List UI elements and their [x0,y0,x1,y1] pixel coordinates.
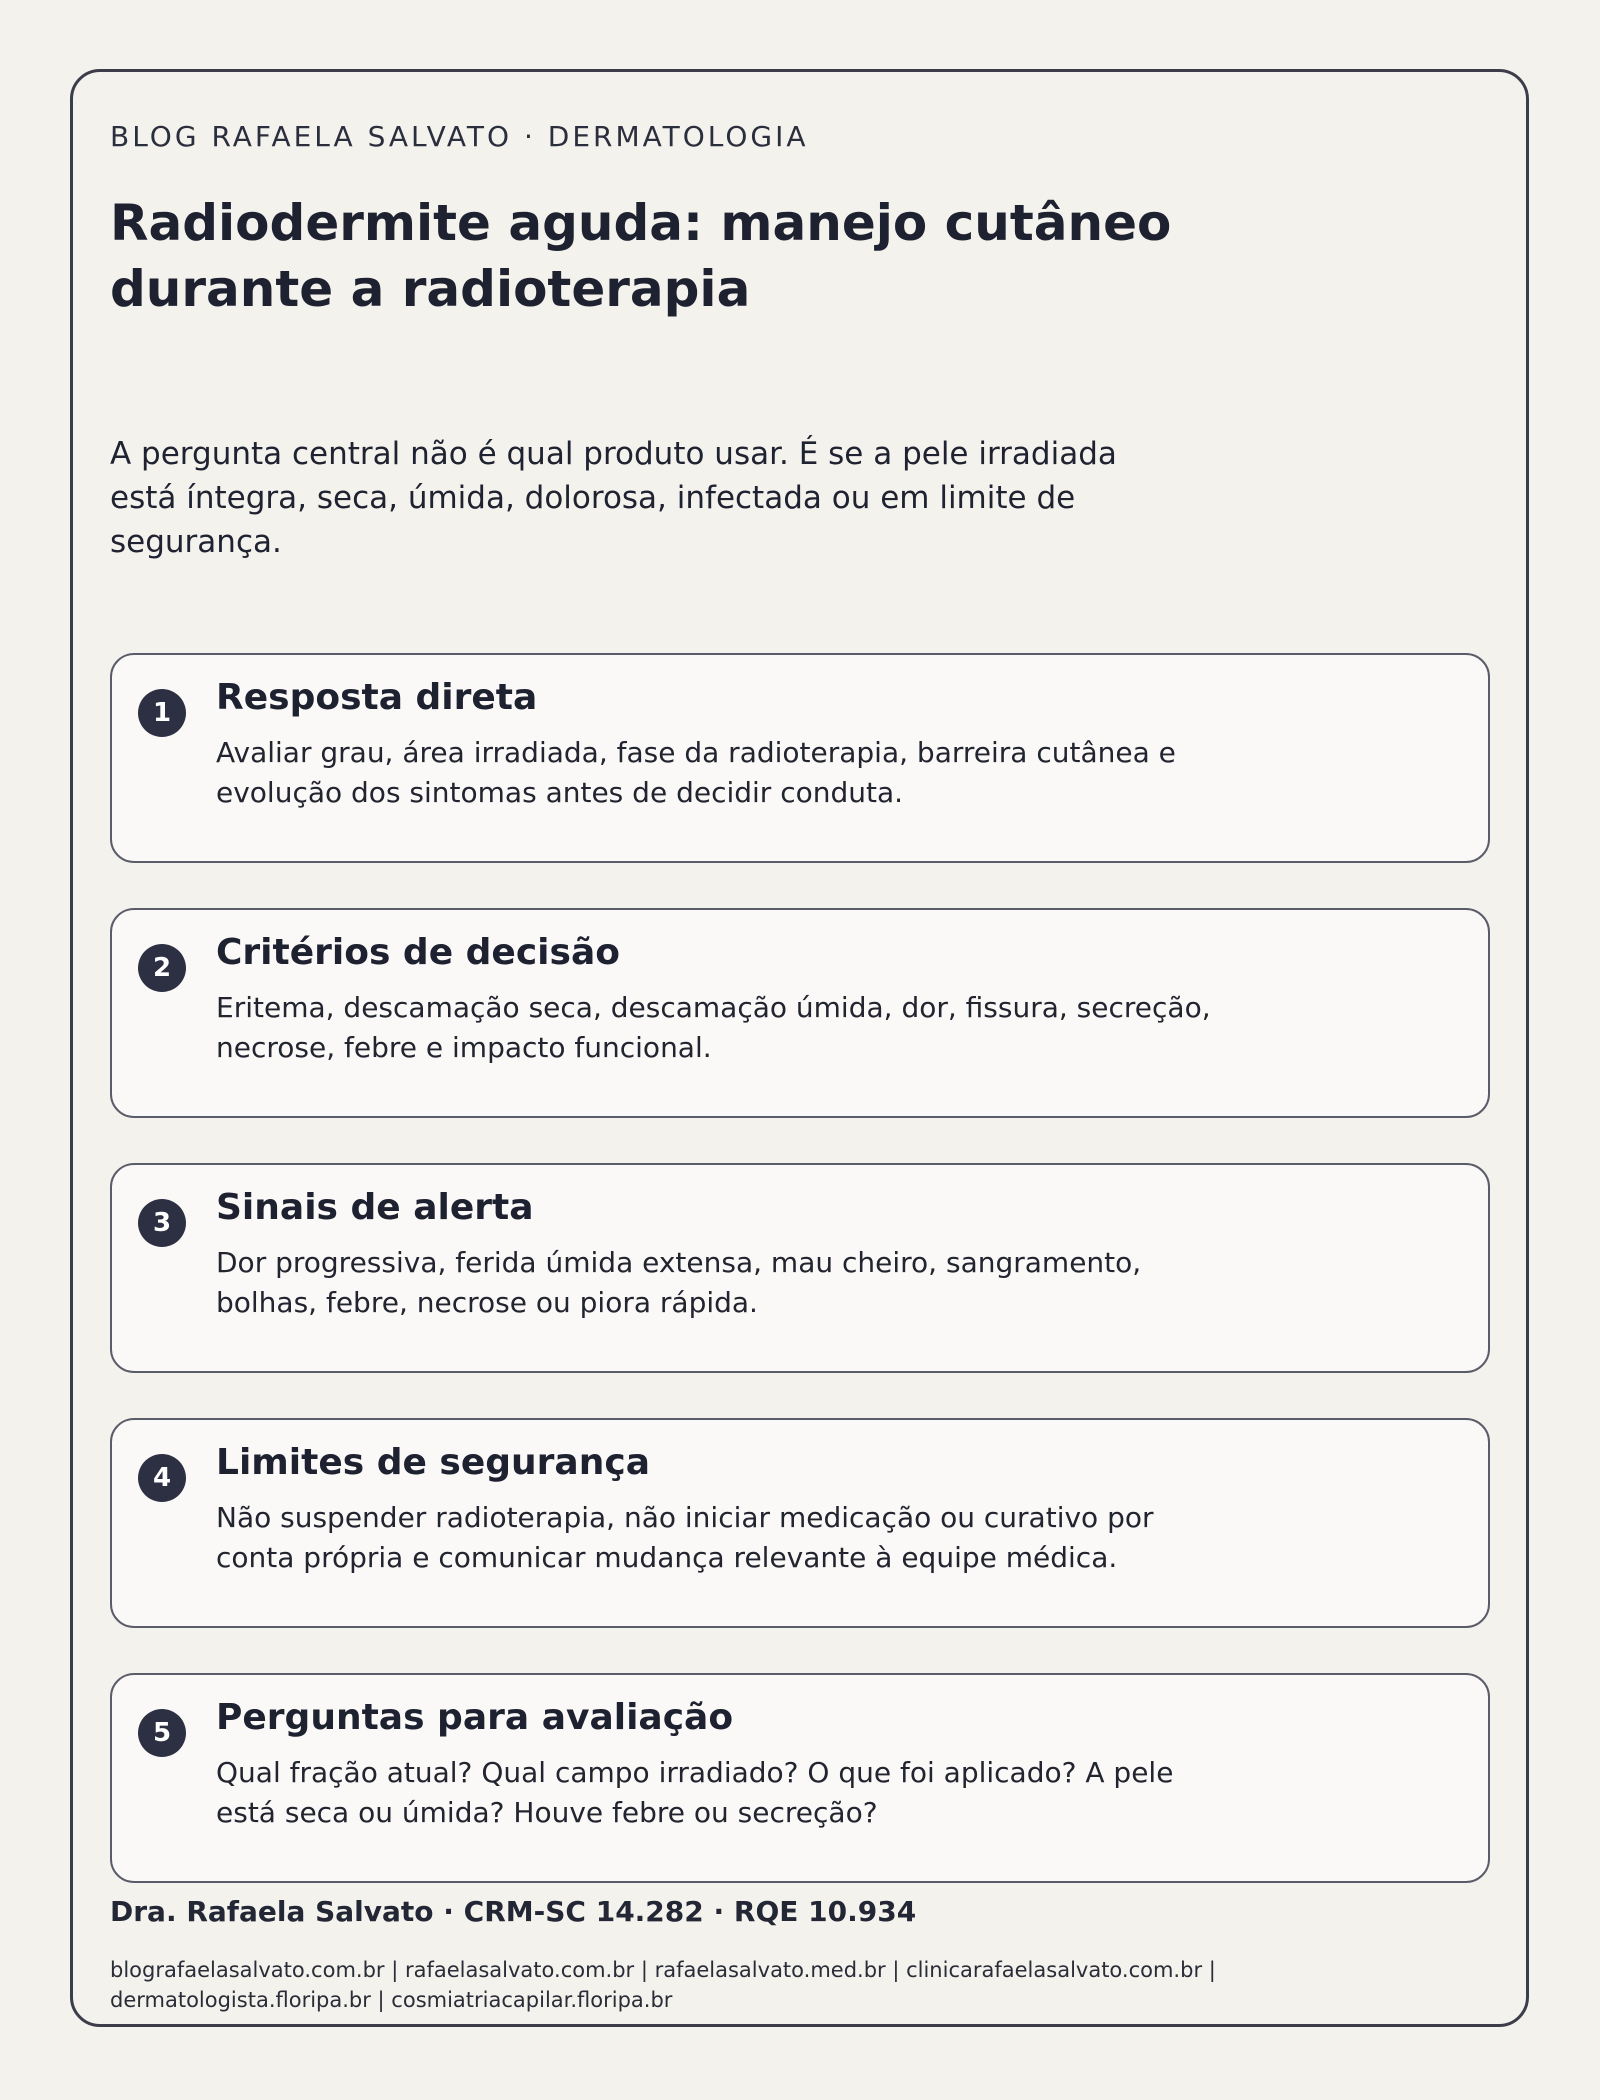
card-title: Resposta direta [216,677,538,718]
card-criterios-decisao [110,908,1490,1118]
card-text: Não suspender radioterapia, não iniciar medicação ou curativo por conta própria e comunicar mudança relevante à equipe médica. [216,1501,1154,1574]
card-limites-seguranca [110,1418,1490,1628]
blog-kicker: BLOG RAFAELA SALVATO · DERMATOLOGIA [110,120,809,153]
card-title: Critérios de decisão [216,932,620,973]
website-list: blografaelasalvato.com.br | rafaelasalvato.com.br | rafaelasalvato.med.br | clinicarafaelasalvato.com.br | dermatologista.floripa.br | cosmiatriacapilar.floripa.br [110,1958,1216,2012]
card-perguntas-avaliacao [110,1673,1490,1883]
card-title: Limites de segurança [216,1442,650,1483]
step-number-badge: 3 [138,1199,186,1247]
card-text: Avaliar grau, área irradiada, fase da radioterapia, barreira cutânea e evolução dos sintomas antes de decidir conduta. [216,736,1176,809]
card-text: Eritema, descamação seca, descamação úmida, dor, fissura, secreção, necrose, febre e impacto funcional. [216,991,1211,1064]
step-number-badge: 4 [138,1454,186,1502]
step-number-badge: 5 [138,1709,186,1757]
author-credentials: Dra. Rafaela Salvato · CRM-SC 14.282 · RQE 10.934 [110,1895,917,1928]
card-text: Dor progressiva, ferida úmida extensa, mau cheiro, sangramento, bolhas, febre, necrose ou piora rápida. [216,1246,1142,1319]
card-resposta-direta [110,653,1490,863]
lead-paragraph: A pergunta central não é qual produto usar. É se a pele irradiada está íntegra, seca, úmida, dolorosa, infectada ou em limite de segurança. [110,436,1117,560]
card-sinais-alerta [110,1163,1490,1373]
step-number-badge: 2 [138,944,186,992]
step-number-badge: 1 [138,689,186,737]
card-title: Sinais de alerta [216,1187,534,1228]
card-title: Perguntas para avaliação [216,1697,734,1738]
page-title: Radiodermite aguda: manejo cutâneo durante a radioterapia [110,194,1172,318]
card-text: Qual fração atual? Qual campo irradiado? O que foi aplicado? A pele está seca ou úmida? Houve febre ou secreção? [216,1756,1174,1829]
